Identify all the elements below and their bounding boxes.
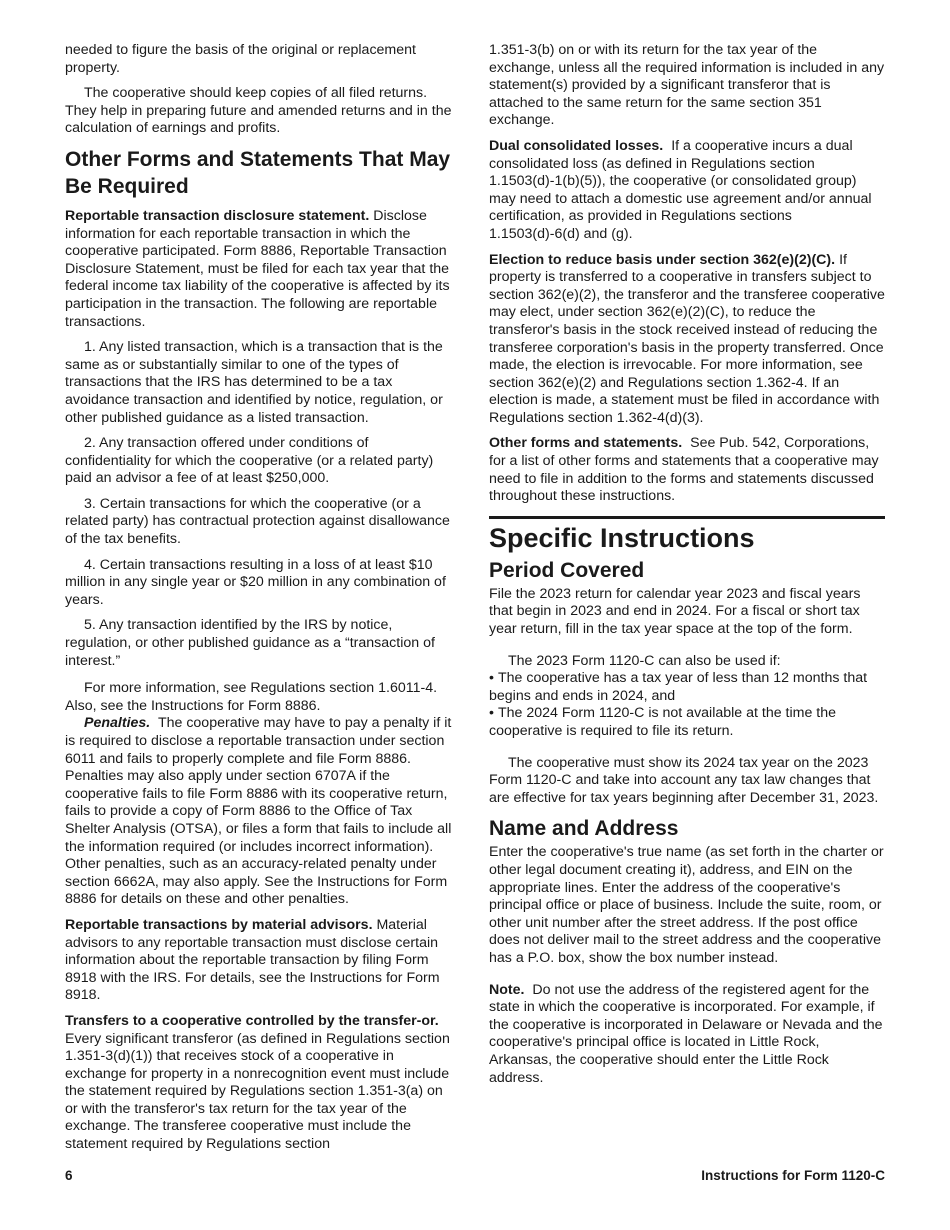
list-item-1: 1. Any listed transaction, which is a transaction that is the same as or substantially similar to one of the types of transactions that the IRS has determined to be a tax avoidance transaction and identified by notice, regulation, or other published guidance as a listed transaction. [65,339,443,426]
transfers-title: Transfers to a cooperative controlled by the transfer-or. [65,1012,439,1029]
paragraph-other-forms [489,435,885,505]
bullet-icon: • [489,705,494,722]
paragraph-penalties [65,715,457,909]
paragraph-basis: needed to figure the basis of the original or replacement property. [65,42,416,76]
list-item-2: 2. Any transaction offered under conditions of confidentiality for which the cooperative (or a related party) paid an advisor a fee of at least $250,000. [65,435,434,487]
election-title: Election to reduce basis under section 362(e)(2)(C). [489,251,836,268]
heading-specific-instructions: Specific Instructions [489,522,755,553]
list-item-5: 5. Any transaction identified by the IRS by notice, regulation, or other published guidance as a “transaction of interest.” [65,617,435,669]
bullet-item-1 [489,670,885,705]
section-heading-other-forms: Other Forms and Statements That May Be Required [65,147,451,198]
other-body: See Pub. 542, Corporations, for a list of other forms and statements that a cooperative may need to file in addition to the forms and statements discussed throughout these instructions. [489,435,879,505]
bullet-text-2: The 2024 Form 1120-C is not available at the time the cooperative is required to file its return. [489,705,837,739]
paragraph-transfers [65,1013,457,1154]
penalties-body: The cooperative may have to pay a penalty if it is required to disclose a reportable transaction under section 6011 and fails to properly complete and file Form 8886. Penalties may also apply under section 6707A if the cooperative fails to file Form 8886 with its cooperative return, fails to provide a copy of Form 8886 to the Office of Tax Shelter Analysis (OTSA), or files a form that fails to include all the information required (or includes incorrect information). Other penalties, such as an accuracy-related penalty under section 6662A, may also apply. See the Instructions for Form 8886 for details on these and other penalties. [65,715,452,908]
penalties-title: Penalties. [84,715,151,732]
bullet-item-2 [489,705,885,740]
paragraph-note [489,982,885,1088]
advisors-body: Material advisors to any reportable transaction must disclose certain information about the reportable transaction by filing Form 8918 with the IRS. For details, see the Instructions for Form 8918. [65,916,440,1004]
paragraph-more-info: For more information, see Regulations section 1.6011-4. Also, see the Instructions for Form 8886. [65,680,438,714]
dual-title: Dual consolidated losses. [489,137,664,154]
paragraph-must-show: The cooperative must show its 2024 tax year on the 2023 Form 1120-C and take into account any tax law changes that are effective for tax years beginning after December 31, 2023. [489,754,879,806]
right-column [489,42,885,1095]
list-item-4: 4. Certain transactions resulting in a loss of at least $10 million in any single year or $20 million in any combination of years. [65,556,446,608]
note-body: Do not use the address of the registered agent for the state in which the cooperative is incorporated. For example, if the cooperative is incorporated in Delaware or Nevada and the cooperative's principal office is located in Little Rock, Arkansas, the cooperative should enter the Little Rock address. [489,981,883,1086]
left-column [65,42,457,1162]
paragraph-period-covered: File the 2023 return for calendar year 2023 and fiscal years that begin in 2023 and end in 2024. For a fiscal or short tax year return, fill in the tax year space at the top of the form. [489,585,861,638]
bullet-text-1: The cooperative has a tax year of less than 12 months that begins and ends in 2024, and [489,670,868,704]
paragraph-election [489,252,885,428]
paragraph-dual-losses [489,138,885,244]
advisors-title: Reportable transactions by material advisors. [65,916,373,933]
paragraph-material-advisors [65,917,457,1005]
transfers-body: Every significant transferor (as defined in Regulations section 1.351-3(d)(1)) that receives stock of a cooperative in exchange for property in a nonrecognition event must include the statement required by Regulations section 1.351-3(a) on or with the transferor's tax return for the tax year of the exchange. The transferee cooperative must include the statement required by Regulations section [65,1030,450,1153]
paragraph-name-address: Enter the cooperative's true name (as set forth in the charter or other legal document creating it), address, and EIN on the appropriate lines. Enter the address of the cooperative's principal office or place of business. Include the suite, room, or other unit number after the street address. If the post office does not deliver mail to the street address and the cooperative has a P.O. box, show the box number instead. [489,844,884,966]
paragraph-keep-copies: The cooperative should keep copies of all filed returns. They help in preparing future and amended returns and in the calculation of earnings and profits. [65,85,452,137]
heading-period-covered: Period Covered [489,558,645,582]
page-number: 6 [65,1168,73,1183]
heading-name-address: Name and Address [489,817,679,841]
rtds-body: Disclose information for each reportable transaction in which the cooperative participated. Form 8886, Reportable Transaction Disclosure Statement, must be filed for each tax year that the federal income tax liability of the cooperative is affected by its participation in the transaction. The following are reportable transactions. [65,207,450,330]
election-body: If property is transferred to a cooperative in transfers subject to section 362(e)(2), the transferor and the transferee cooperative may elect, under section 362(e)(2)(C), to reduce the transferor's basis in the stock received instead of reducing the transferee corporation's basis in the property transferred. Once made, the election is irrevocable. For more information, see section 362(e)(2) and Regulations section 1.362-4. If an election is made, a statement must be filed in accordance with Regulations section 1.362-4(d)(3). [489,251,885,426]
list-item-3: 3. Certain transactions for which the cooperative (or a related party) has contractual protection against disallowance of the tax benefits. [65,495,450,548]
paragraph-rtds [65,208,457,331]
footer-form-title: Instructions for Form 1120-C [701,1168,885,1183]
paragraph-also-used: The 2023 Form 1120-C can also be used if: [508,652,781,669]
rtds-title: Reportable transaction disclosure statement. [65,207,370,224]
paragraph-exchange-continued: 1.351-3(b) on or with its return for the tax year of the exchange, unless all the required information is included in any statement(s) provided by a significant transferor that is attached to the same return for the same section 351 exchange. [489,42,885,129]
other-title: Other forms and statements. [489,435,683,452]
note-title: Note. [489,981,525,998]
section-divider [489,516,885,519]
bullet-icon: • [489,670,494,687]
dual-body: If a cooperative incurs a dual consolidated loss (as defined in Regulations section 1.1503(d)-1(b)(5)), the cooperative (or consolidated group) may need to attach a domestic use agreement and/or annual certification, as provided in Regulations sections 1.1503(d)-6(d) and (g). [489,137,872,242]
